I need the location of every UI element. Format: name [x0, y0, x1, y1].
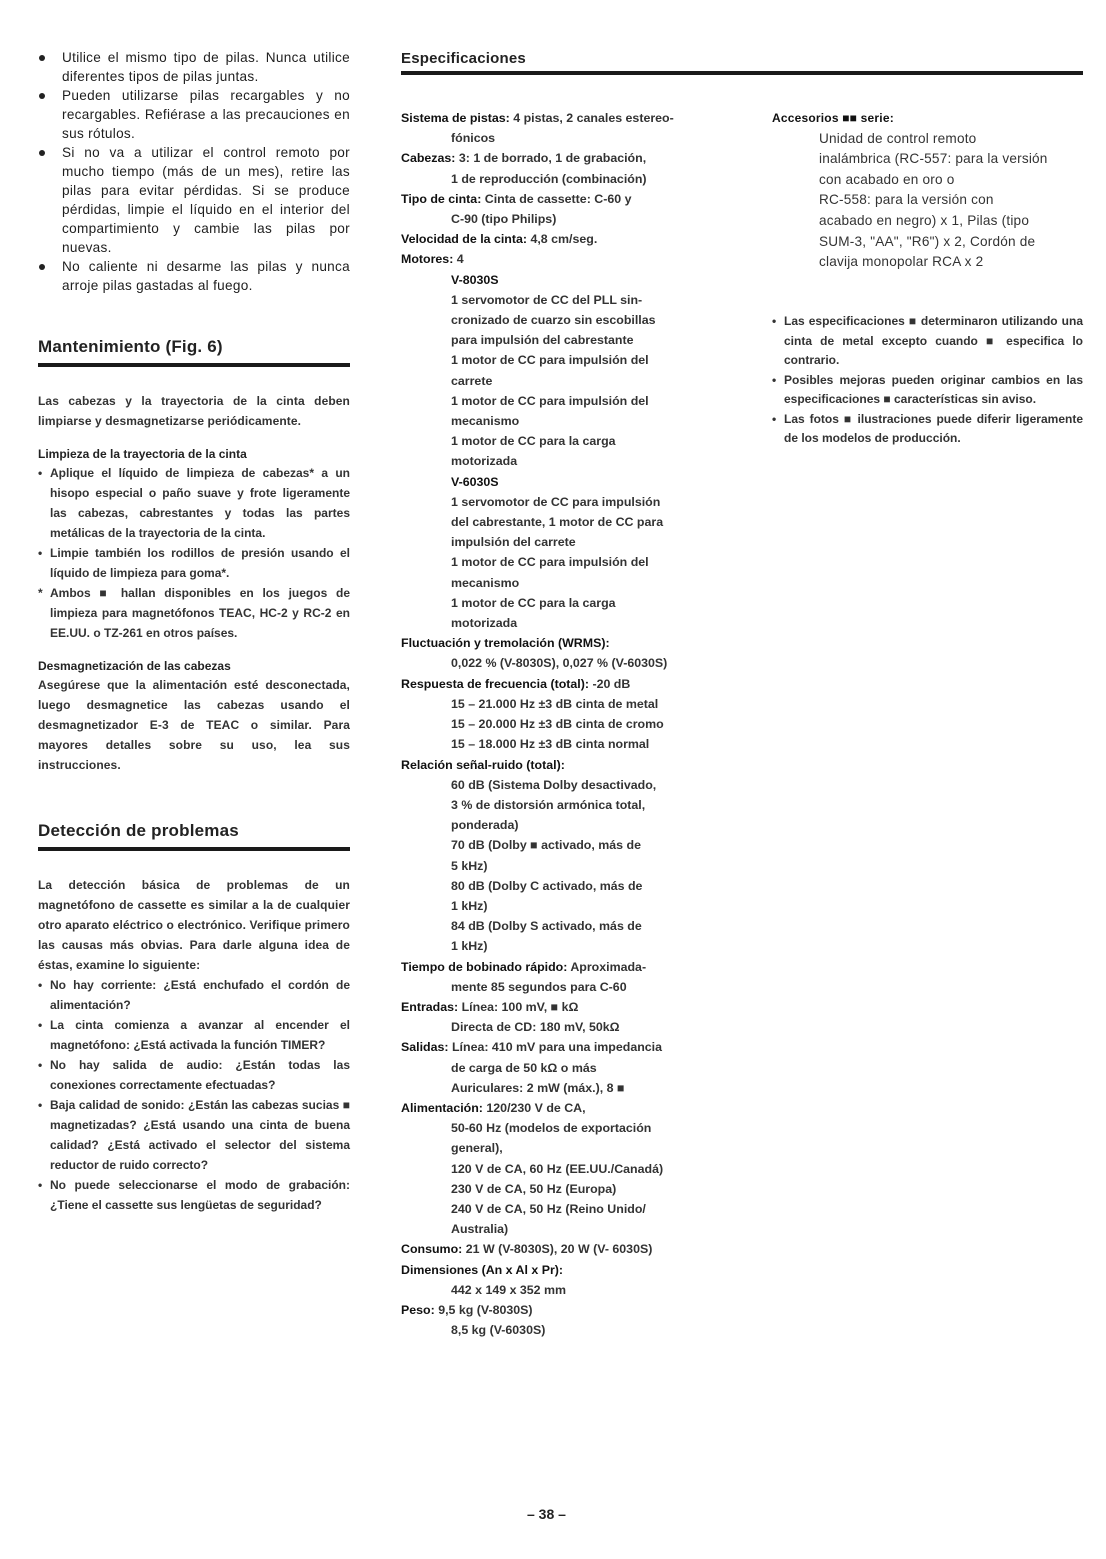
troubleshooting-list [38, 975, 350, 1215]
maintenance-title: Mantenimiento (Fig. 6) [38, 337, 223, 356]
accessory-line: SUM-3, "AA", "R6") x 2, Cordón de [819, 233, 1036, 249]
spec-line: 230 V de CA, 50 Hz (Europa) [451, 1181, 617, 1196]
spec-line: 1 motor de CC para impulsión del [451, 353, 649, 368]
spec-line: mecanismo [451, 414, 520, 429]
maintenance-section [38, 337, 350, 775]
troubleshooting-title: Detección de problemas [38, 821, 239, 840]
spec-wow: Fluctuación y tremolación (WRMS): [401, 636, 610, 651]
spec-motors: Motores: 4 [401, 252, 464, 267]
spec-consumption: Consumo: 21 W (V-8030S), 20 W (V- 6030S) [401, 1242, 653, 1257]
spec-line: Directa de CD: 180 mV, 50kΩ [451, 1020, 620, 1035]
spec-line: 1 de reproducción (combinación) [451, 171, 647, 186]
spec-outputs: Salidas: Línea: 410 mV para una impedancia [401, 1040, 663, 1055]
list-item: No caliente ni desarme las pilas y nunca arroje pilas gastadas al fuego. [38, 257, 350, 295]
spec-line: 5 kHz) [451, 858, 488, 873]
spec-line: C-90 (tipo Philips) [451, 212, 557, 227]
spec-line: para impulsión del cabrestante [451, 333, 634, 348]
accessories-label: Accesorios ■■ serie: [772, 111, 894, 125]
accessory-line: acabado en negro) x 1, Pilas (tipo [819, 212, 1030, 228]
spec-line: de carga de 50 kΩ o más [451, 1060, 597, 1075]
list-item: Utilice el mismo tipo de pilas. Nunca utilice diferentes tipos de pilas juntas. [38, 48, 350, 86]
left-column [38, 48, 350, 1215]
spec-line: 15 – 21.000 Hz ±3 dB cinta de metal [451, 696, 659, 711]
section-rule [38, 847, 350, 851]
page-number: – 38 – [527, 1506, 566, 1522]
spec-line: cronizado de cuarzo sin escobillas [451, 313, 656, 328]
list-item: • La cinta comienza a avanzar al encender el magnetófono: ¿Está activada la función TIMER? [38, 1018, 350, 1052]
spec-line: motorizada [451, 454, 518, 469]
spec-line: 60 dB (Sistema Dolby desactivado, [451, 777, 657, 792]
demag-subtitle: Desmagnetización de las cabezas [38, 659, 231, 673]
spec-line: 15 – 18.000 Hz ±3 dB cinta normal [451, 737, 650, 752]
spec-line: 1 servomotor de CC del PLL sin- [451, 292, 643, 307]
list-item: • Baja calidad de sonido: ¿Están las cabezas sucias ■ magnetizadas? ¿Está usando una cinta de buena calidad? ¿Está activado el selector del sistema reductor de ruido correcto? [38, 1098, 350, 1172]
spec-line: 1 motor de CC para impulsión del [451, 555, 649, 570]
spec-line: mente 85 segundos para C-60 [451, 979, 627, 994]
spec-tape: Tipo de cinta: Cinta de cassette: C-60 y [401, 191, 632, 206]
list-item: • Aplique el líquido de limpieza de cabezas* a un hisopo especial o paño suave y frote ligeramente las cabezas, cabrestantes y todas las partes metálicas de la trayectoria de la cinta. [38, 466, 350, 540]
spec-track: Sistema de pistas: 4 pistas, 2 canales estereo- [401, 111, 674, 125]
right-area [401, 50, 1083, 1338]
spec-line: 1 motor de CC para impulsión del [451, 393, 649, 408]
spec-line: Australia) [451, 1222, 509, 1237]
spec-line: impulsión del carrete [451, 535, 576, 550]
spec-line: motorizada [451, 616, 518, 631]
list-item: • Posibles mejoras pueden originar cambios en las especificaciones ■ características sin aviso. [772, 372, 1083, 406]
list-item: * Ambos ■ hallan disponibles en los juegos de limpieza para magnetófonos TEAC, HC-2 y RC-2 en EE.UU. o TZ-261 en otros países. [38, 586, 350, 640]
section-rule [38, 363, 350, 367]
spec-snr: Relación señal-ruido (total): [401, 757, 565, 772]
spec-line: general), [451, 1141, 503, 1156]
spec-rewind: Tiempo de bobinado rápido: Aproximada- [401, 959, 647, 974]
battery-notes-list [38, 48, 350, 295]
spec-line: 1 motor de CC para la carga [451, 595, 616, 610]
list-item: Si no va a utilizar el control remoto por mucho tiempo (más de un mes), retire las pilas para evitar pérdidas. Si se produce pérdidas, limpie el líquido en el interior del compartimiento y cambie las pilas por nuevas. [38, 143, 350, 257]
list-item: Pueden utilizarse pilas recargables y no recargables. Refiérase a las precauciones en sus rótulos. [38, 86, 350, 143]
list-item: • Limpie también los rodillos de presión usando el líquido de limpieza para goma*. [38, 546, 350, 580]
spec-line: del cabrestante, 1 motor de CC para [451, 515, 664, 530]
spec-line: Auriculares: 2 mW (máx.), 8 ■ [451, 1080, 625, 1095]
list-item: • Las especificaciones ■ determinaron utilizando una cinta de metal excepto cuando ■ especifica lo contrario. [772, 314, 1083, 367]
specs-list [401, 108, 731, 1340]
spec-power: Alimentación: 120/230 V de CA, [401, 1100, 586, 1115]
spec-line: 0,022 % (V-8030S), 0,027 % (V-6030S) [451, 656, 668, 671]
spec-line: mecanismo [451, 575, 520, 590]
spec-line: fónicos [451, 131, 496, 146]
spec-heads: Cabezas: 3: 1 de borrado, 1 de grabación, [401, 151, 647, 166]
troubleshooting-intro: La detección básica de problemas de un magnetófono de cassette es similar a la de cualquier otro aparato eléctrico o electrónico. Verifique primero las causas más obvias. Para darle alguna idea de éstas, examine lo siguiente: [38, 878, 350, 972]
spec-line: carrete [451, 373, 493, 388]
spec-line: 15 – 20.000 Hz ±3 dB cinta de cromo [451, 717, 664, 732]
list-item: • No hay corriente: ¿Está enchufado el cordón de alimentación? [38, 978, 350, 1012]
specs-title: Especificaciones [401, 50, 526, 67]
cleaning-subtitle: Limpieza de la trayectoria de la cinta [38, 447, 247, 461]
accessories [772, 108, 1092, 273]
spec-dimensions: Dimensiones (An x Al x Pr): [401, 1262, 564, 1277]
spec-line: 84 dB (Dolby S activado, más de [451, 919, 642, 934]
spec-line: ponderada) [451, 818, 519, 833]
spec-line: 50-60 Hz (modelos de exportación [451, 1121, 652, 1136]
model-label: V-8030S [451, 272, 499, 287]
spec-line: 1 kHz) [451, 898, 488, 913]
spec-notes-list [772, 312, 1083, 449]
troubleshooting-section [38, 821, 350, 1215]
accessory-line: clavija monopolar RCA x 2 [819, 254, 984, 270]
list-item: • Las fotos ■ ilustraciones puede diferir ligeramente de los modelos de producción. [772, 411, 1083, 445]
spec-weight: Peso: 9,5 kg (V-8030S) [401, 1302, 533, 1317]
list-item: • No puede seleccionarse el modo de grabación: ¿Tiene el cassette sus lengüetas de seguridad? [38, 1178, 350, 1212]
maintenance-intro: Las cabezas y la trayectoria de la cinta deben limpiarse y desmagnetizarse periódicamente. [38, 394, 350, 428]
spec-line: 80 dB (Dolby C activado, más de [451, 878, 643, 893]
list-item: • No hay salida de audio: ¿Están todas las conexiones correctamente efectuadas? [38, 1058, 350, 1092]
section-rule [401, 71, 1083, 75]
spec-speed: Velocidad de la cinta: 4,8 cm/seg. [401, 232, 598, 247]
spec-line: 1 servomotor de CC para impulsión [451, 494, 661, 509]
spec-line: 120 V de CA, 60 Hz (EE.UU./Canadá) [451, 1161, 664, 1176]
accessory-line: RC-558: para la versión con [819, 192, 994, 208]
demag-text: Asegúrese que la alimentación esté desconectada, luego desmagnetice las cabezas usando el desmagnetizador E-3 de TEAC o similar. Para mayores detalles sobre su uso, lea sus instrucciones. [38, 678, 350, 772]
cleaning-list [38, 463, 350, 643]
spec-freq: Respuesta de frecuencia (total): -20 dB [401, 676, 631, 691]
spec-inputs: Entradas: Línea: 100 mV, ■ kΩ [401, 999, 579, 1014]
spec-line: 1 kHz) [451, 939, 488, 954]
model-label: V-6030S [451, 474, 499, 489]
spec-line: 3 % de distorsión armónica total, [451, 797, 646, 812]
spec-line: 442 x 149 x 352 mm [451, 1282, 567, 1297]
accessory-line: inalámbrica (RC-557: para la versión [819, 151, 1048, 167]
spec-line: 1 motor de CC para la carga [451, 434, 616, 449]
spec-line: 240 V de CA, 50 Hz (Reino Unido/ [451, 1201, 646, 1216]
spec-line: 70 dB (Dolby ■ activado, más de [451, 838, 641, 853]
spec-line: 8,5 kg (V-6030S) [451, 1323, 546, 1338]
accessory-line: Unidad de control remoto [819, 130, 977, 146]
accessory-line: con acabado en oro o [819, 171, 955, 187]
